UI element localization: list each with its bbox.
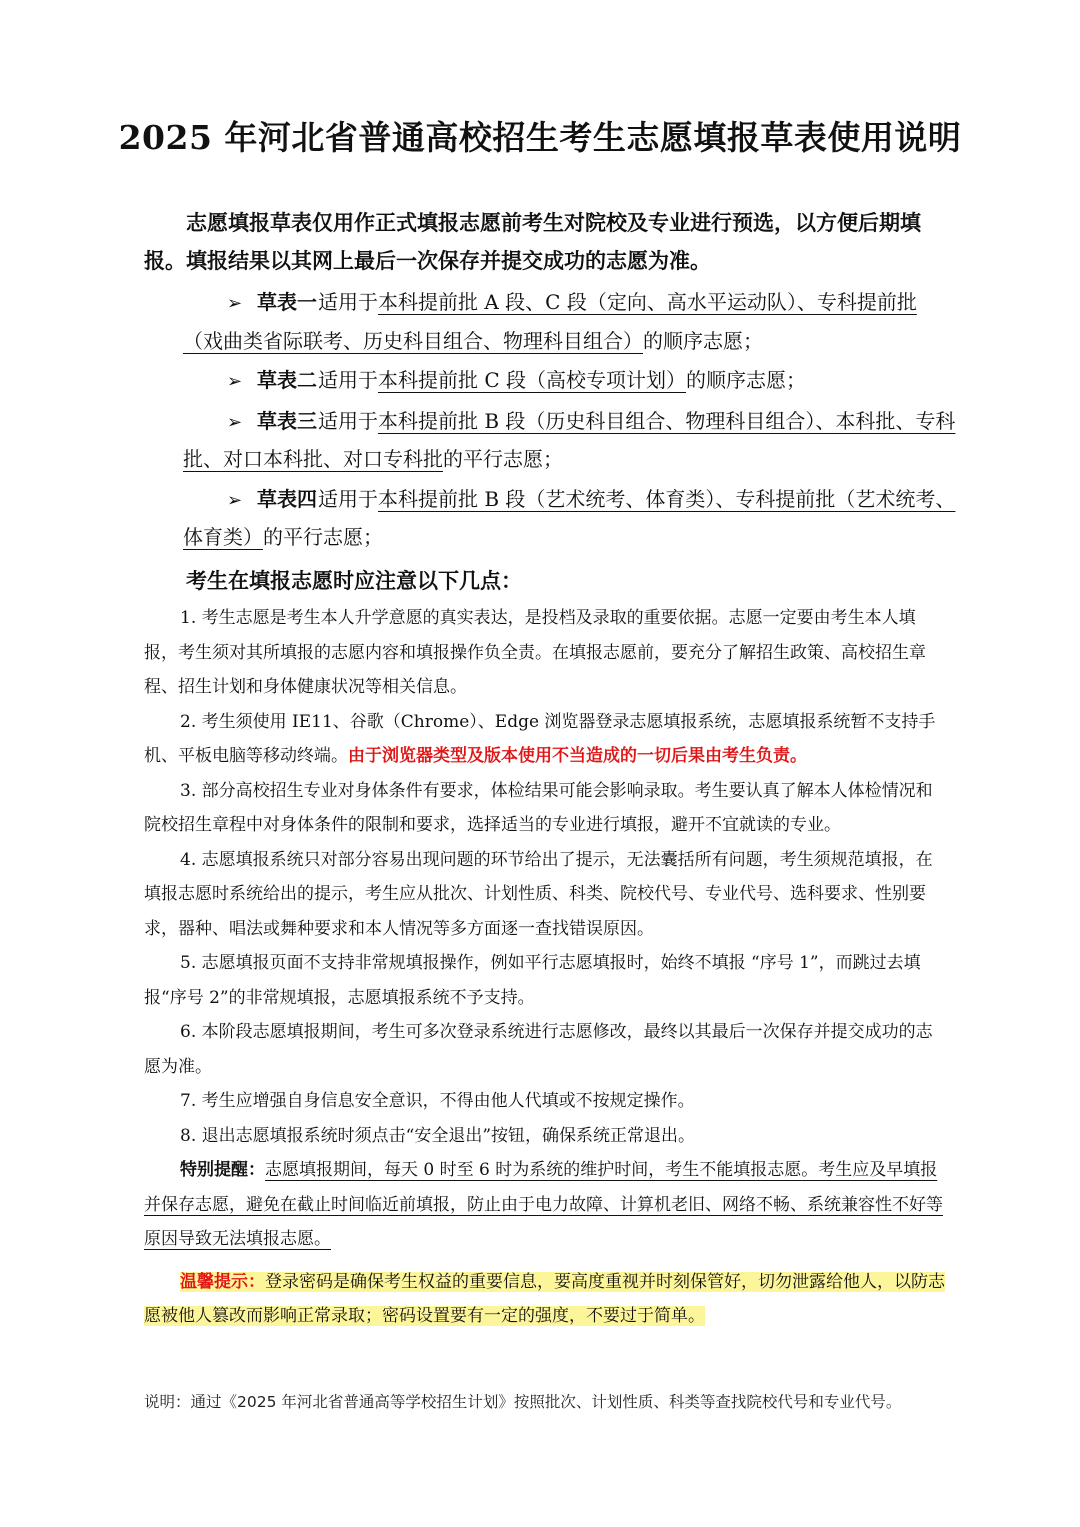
special-reminder-text: 志愿填报期间，每天 0 时至 6 时为系统的维护时间，考生不能填报志愿。考生应及早填报并保存志愿，避免在截止时间临近前填报，防止由于电力故障、计算机老旧、网络不畅、系统兼容性不好等原因导致无法填报志愿。 <box>144 1160 943 1249</box>
note-7: 7. 考生应增强自身信息安全意识，不得由他人代填或不按规定操作。 <box>180 1091 695 1111</box>
sheet-prefix: 适用于 <box>318 408 378 433</box>
special-reminder-label: 特别提醒： <box>180 1160 265 1180</box>
sheet-suffix: 的顺序志愿； <box>643 328 763 353</box>
sheet-prefix: 适用于 <box>318 486 378 511</box>
note-2-text: 2. 考生须使用 IE11、谷歌（Chrome）、Edge 浏览器登录志愿填报系统，志愿填报系统暂不支持手机、平板电脑等移动终端。 <box>144 711 936 766</box>
note-4: 4. 志愿填报系统只对部分容易出现问题的环节给出了提示，无法囊括所有问题，考生须规范填报，在填报志愿时系统给出的提示，考生应从批次、计划性质、科类、院校代号、专业代号、选科要求、性别要求，器种、唱法或舞种要求和本人情况等多方面逐一查找错误原因。 <box>144 849 933 939</box>
arrow-bullet-icon: ➢ <box>227 371 243 392</box>
note-6: 6. 本阶段志愿填报期间，考生可多次登录系统进行志愿修改，最终以其最后一次保存并提交成功的志愿为准。 <box>144 1022 933 1077</box>
browser-warning: 由于浏览器类型及版本使用不当造成的一切后果由考生负责。 <box>348 746 807 766</box>
sheet-scope: 本科提前批 B 段（艺术统考、体育类）、专科提前批（艺术统考、体育类） <box>183 486 956 549</box>
sheet-suffix: 的平行志愿； <box>443 447 563 471</box>
sheet-scope: 本科提前批 C 段（高校专项计划） <box>378 368 687 392</box>
arrow-bullet-icon: ➢ <box>227 411 243 433</box>
sheet-suffix: 的平行志愿； <box>263 525 383 549</box>
sheet-scope: 本科提前批 A 段、C 段（定向、高水平运动队）、专科提前批（戏曲类省际联考、历史科目组合、物理科目组合） <box>183 290 917 353</box>
draft-sheet-4 <box>183 481 956 557</box>
sheet-name: 草表二 <box>257 368 317 392</box>
sheet-prefix: 适用于 <box>318 368 378 392</box>
draft-sheet-list <box>183 284 956 559</box>
note-2 <box>144 705 946 774</box>
document-title: 2025 年河北省普通高校招生考生志愿填报草表使用说明 <box>118 118 962 157</box>
intro-paragraph: 志愿填报草表仅用作正式填报志愿前考生对院校及专业进行预选，以方便后期填报。填报结果以其网上最后一次保存并提交成功的志愿为准。 <box>144 210 921 273</box>
sheet-scope: 本科提前批 B 段（历史科目组合、物理科目组合）、本科批、专科批、对口本科批、对口专科批 <box>183 408 956 471</box>
arrow-bullet-icon: ➢ <box>227 489 243 511</box>
sheet-suffix: 的顺序志愿； <box>686 368 807 392</box>
draft-sheet-1 <box>183 284 956 360</box>
note-3: 3. 部分高校招生专业对身体条件有要求，体检结果可能会影响录取。考生要认真了解本人体检情况和院校招生章程中对身体条件的限制和要求，选择适当的专业进行填报，避开不宜就读的专业。 <box>144 780 933 835</box>
notice-list <box>144 601 946 1334</box>
warm-tip <box>144 1265 946 1334</box>
arrow-bullet-icon: ➢ <box>227 293 243 314</box>
special-reminder <box>144 1153 946 1257</box>
warm-tip-text: 登录密码是确保考生权益的重要信息，要高度重视并时刻保管好，切勿泄露给他人，以防志愿被他人篡改而影响正常录取；密码设置要有一定的强度，不要过于简单。 <box>144 1271 945 1326</box>
warm-tip-label: 温馨提示： <box>180 1271 265 1292</box>
sheet-name: 草表三 <box>257 408 317 433</box>
note-8: 8. 退出志愿填报系统时须点击“安全退出”按钮，确保系统正常退出。 <box>180 1125 696 1146</box>
note-1: 1. 考生志愿是考生本人升学意愿的真实表达，是投档及录取的重要依据。志愿一定要由考生本人填报，考生须对其所填报的志愿内容和填报操作负全责。在填报志愿前，要充分了解招生政策、高校招生章程、招生计划和身体健康状况等相关信息。 <box>144 608 926 697</box>
sheet-name: 草表一 <box>257 290 317 314</box>
sheet-prefix: 适用于 <box>318 290 378 314</box>
draft-sheet-3 <box>183 403 956 479</box>
notice-heading: 考生在填报志愿时应注意以下几点： <box>186 568 522 593</box>
sheet-name: 草表四 <box>257 486 317 511</box>
draft-sheet-2 <box>183 362 956 401</box>
footer-note: 说明：通过《2025 年河北省普通高等学校招生计划》按照批次、计划性质、科类等查找院校代号和专业代号。 <box>144 1393 902 1411</box>
note-5: 5. 志愿填报页面不支持非常规填报操作，例如平行志愿填报时，始终不填报 “序号 1”，而跳过去填报“序号 2”的非常规填报，志愿填报系统不予支持。 <box>144 953 921 1008</box>
